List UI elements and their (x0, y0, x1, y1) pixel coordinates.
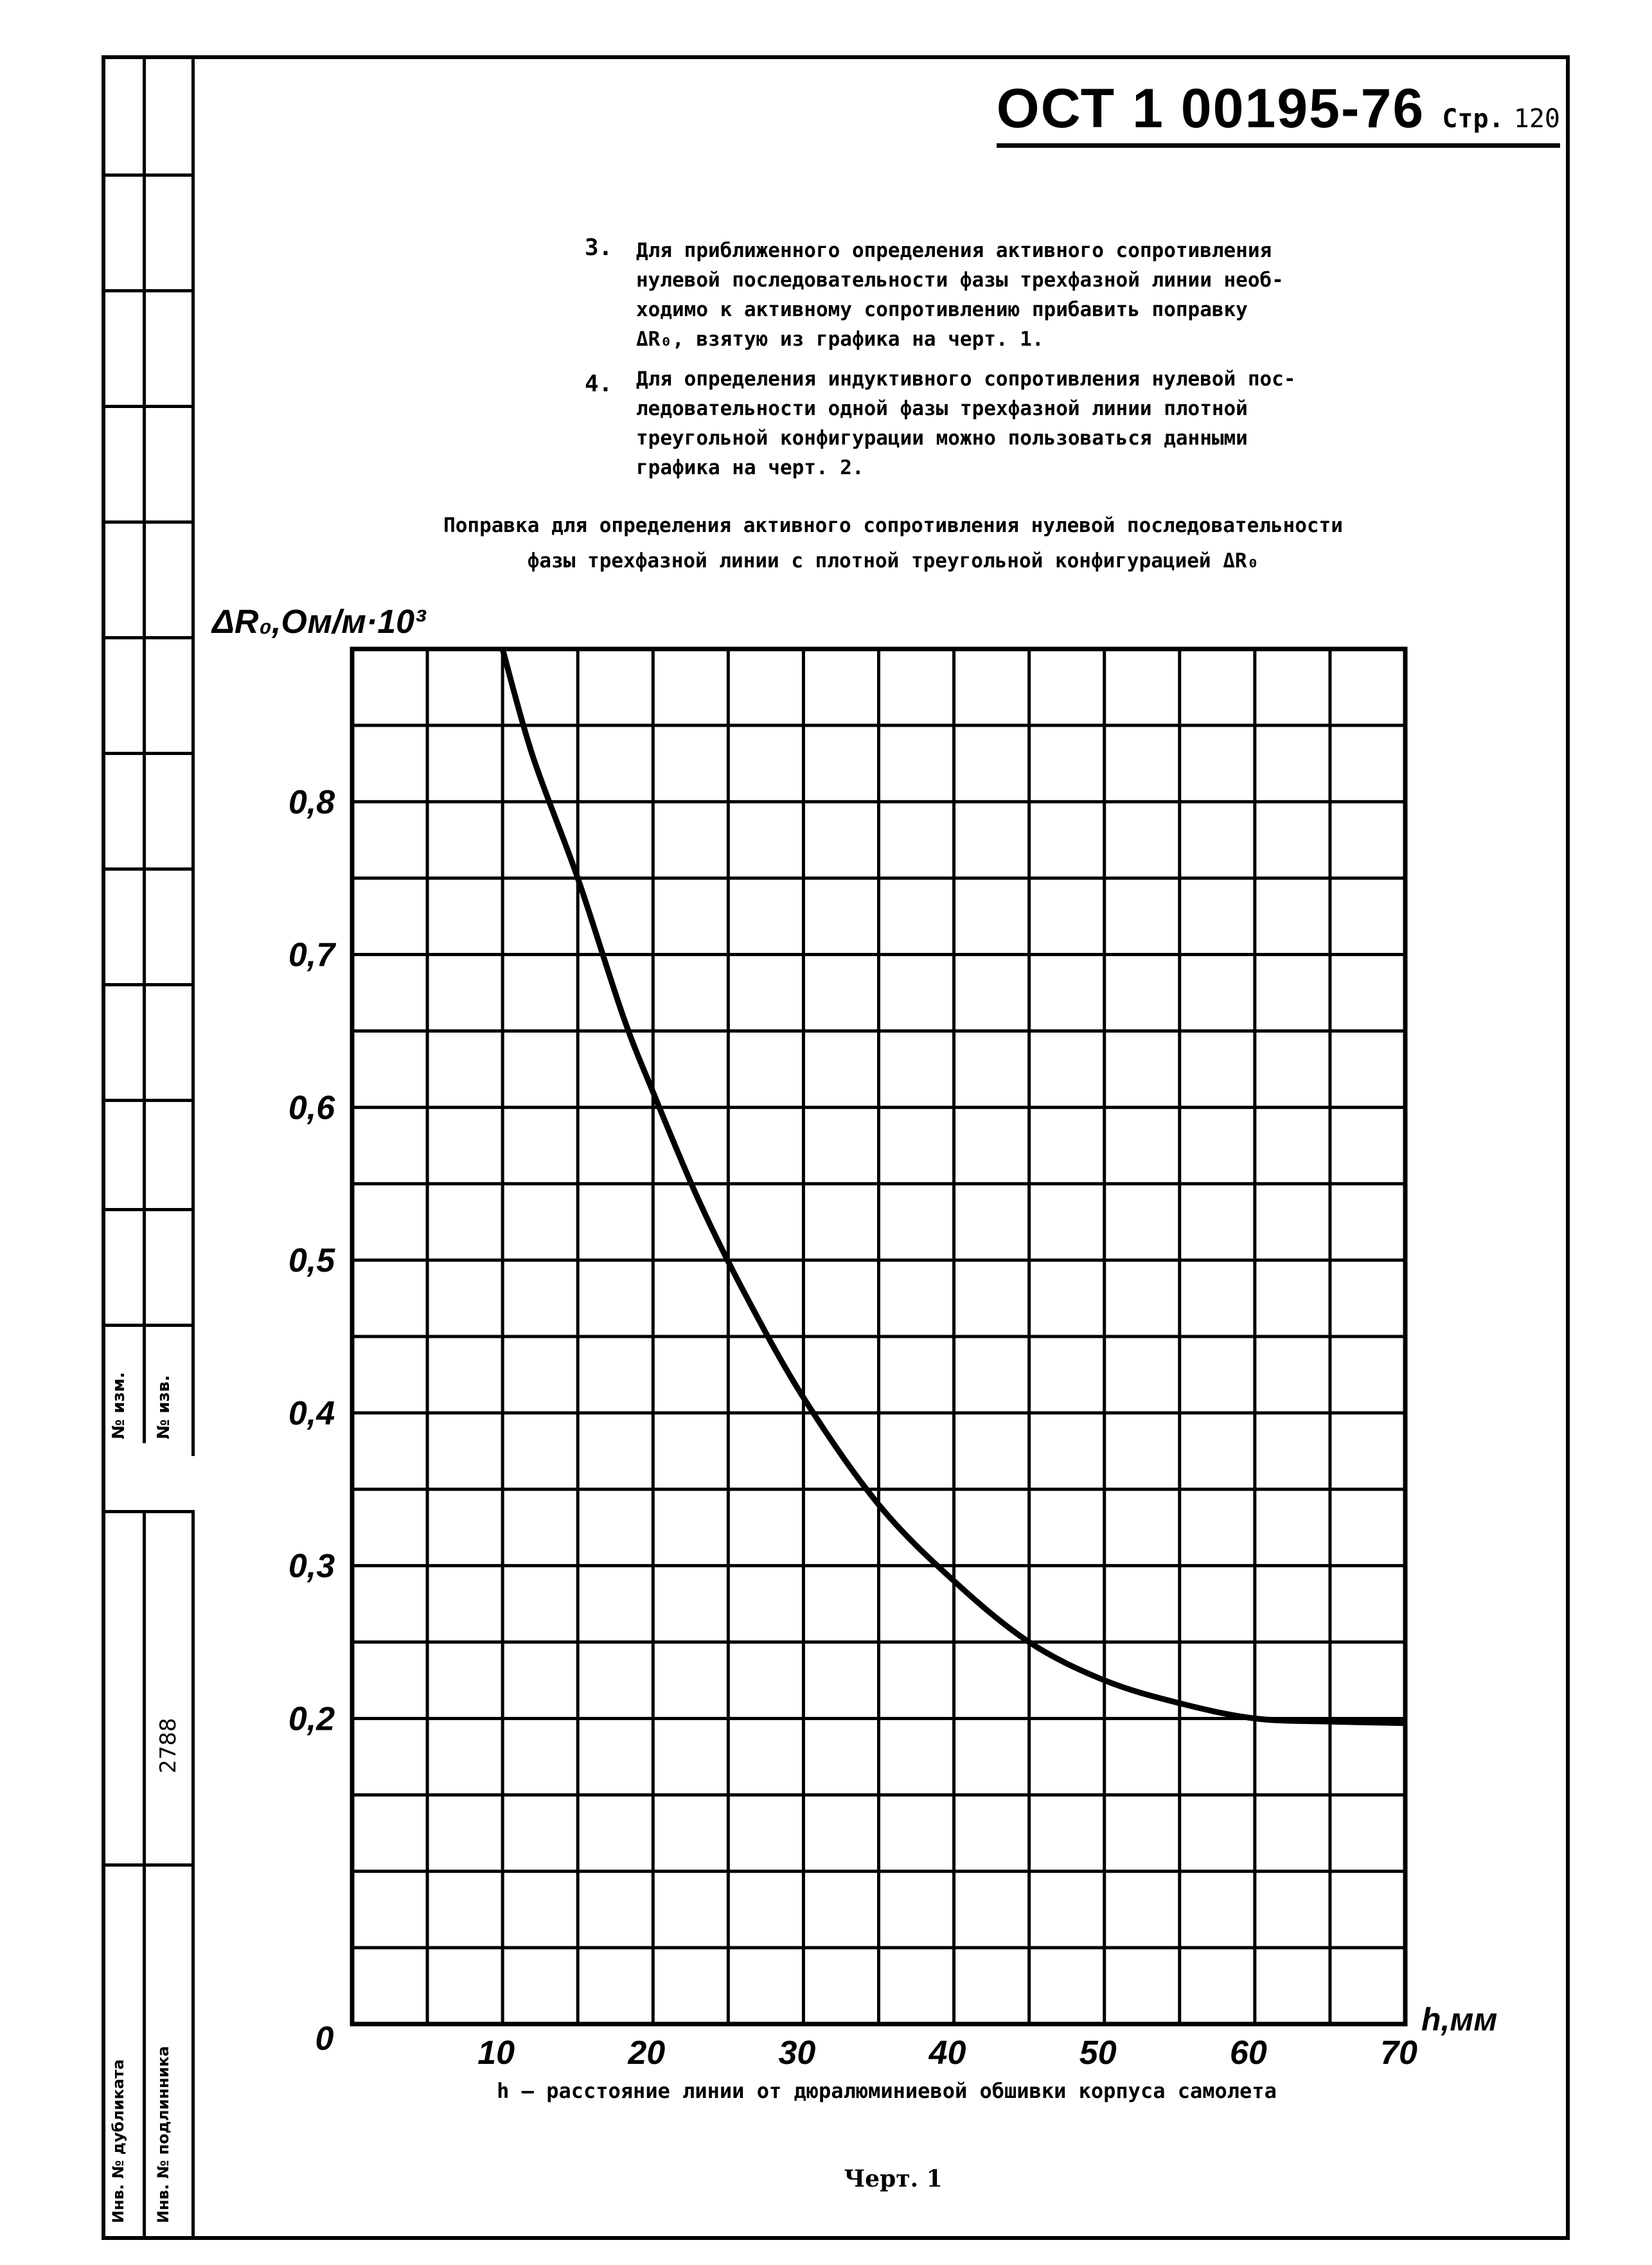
item-3-line: Для приближенного определения активного сопротивления (636, 239, 1272, 262)
sidebar-label-izv: № изв. (154, 1375, 173, 1439)
sidebar-label-podl: Инв. № подлинника (154, 2046, 172, 2223)
x-tick-label: 60 (1229, 2034, 1267, 2072)
x-tick-label: 50 (1079, 2034, 1117, 2072)
x-axis-caption: h – расстояние линии от дюралюминиевой обшивки корпуса самолета (497, 2079, 1277, 2103)
x-tick-label: 20 (628, 2034, 666, 2072)
x-tick-label: 70 (1380, 2034, 1417, 2072)
item-4-line: треугольной конфигурации можно пользоваться данными (636, 427, 1248, 450)
sidebar-inv-number: 2788 (155, 1718, 181, 1773)
x-tick-label: 30 (778, 2034, 816, 2072)
x-tick-label: 40 (928, 2034, 966, 2072)
item-3-line: нулевой последовательности фазы трехфазной линии необ- (636, 269, 1284, 292)
chart-title-line-1: Поправка для определения активного сопротивления нулевой последовательности (443, 514, 1343, 537)
item-4-line: ледовательности одной фазы трехфазной линии плотной (636, 397, 1248, 420)
chart-grid (352, 649, 1405, 2024)
x-axis-label: h,мм (1421, 2002, 1498, 2038)
sidebar-label-izm: № изм. (109, 1372, 129, 1439)
figure-label: Черт. 1 (844, 2165, 943, 2192)
page-number: 120 (1513, 104, 1560, 134)
item-4-number: 4. (585, 371, 613, 397)
y-tick-label: 0,5 (288, 1242, 335, 1280)
item-3-number: 3. (585, 235, 613, 261)
page-label: Стр. (1442, 104, 1504, 134)
y-tick-label: 0,6 (288, 1089, 335, 1127)
y-tick-label: 0,8 (288, 783, 335, 821)
y-tick-label: 0,4 (288, 1394, 335, 1432)
item-3-line: ходимо к активному сопротивлению прибавить поправку (636, 298, 1248, 321)
item-4-line: графика на черт. 2. (636, 456, 864, 479)
item-3-line: ΔR₀, взятую из графика на черт. 1. (636, 328, 1044, 351)
sidebar-label-dubl: Инв. № дубликата (109, 2059, 127, 2223)
y-axis-label: ΔR₀,Ом/м·10³ (212, 603, 426, 641)
doc-code: ОСТ 1 00195-76 (996, 78, 1425, 139)
y-tick-label: 0,7 (288, 936, 335, 974)
origin-label: 0 (315, 2020, 334, 2057)
x-tick-label: 10 (477, 2034, 515, 2072)
y-tick-label: 0,3 (288, 1547, 335, 1585)
item-4-line: Для определения индуктивного сопротивления нулевой пос- (636, 368, 1296, 391)
chart-title-line-2: фазы трехфазной линии с плотной треугольной конфигурацией ΔR₀ (527, 549, 1259, 573)
y-tick-label: 0,2 (288, 1700, 335, 1738)
